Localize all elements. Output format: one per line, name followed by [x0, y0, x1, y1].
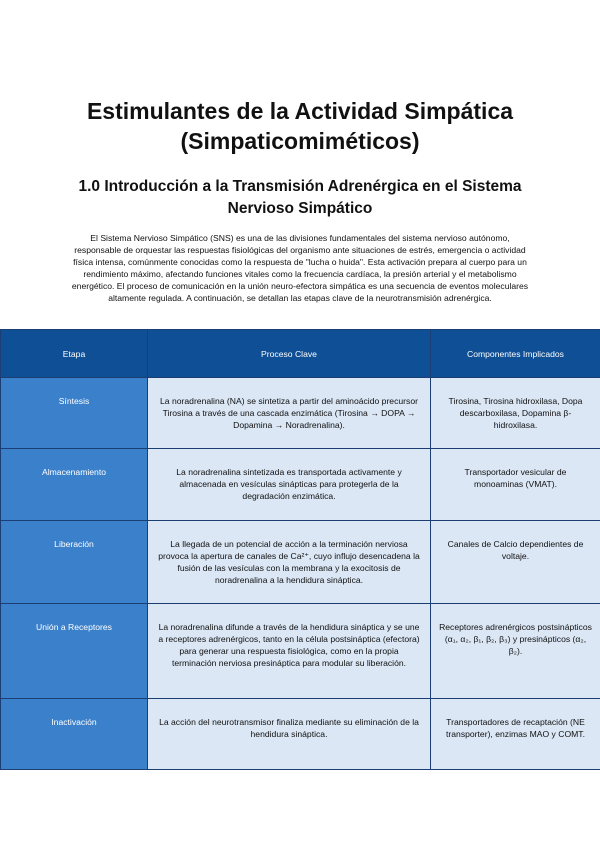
process-cell [148, 449, 431, 521]
intro-paragraph: El Sistema Nervioso Simpático (SNS) es una de las divisiones fundamentales del sistema nervioso autónomo, responsable de orquestar las respuestas fisiológicas del organismo ante situaciones de estrés, emergencia o actividad física intensa, comúnmente conocidas como la respuesta de "lucha o huida". Esta activación prepara al cuerpo para un rendimiento máximo, afectando funciones vitales como la frecuencia cardíaca, la presión arterial y el metabolismo energético. El proceso de comunicación en la unión neuro-efectora simpática es una secuencia de eventos moleculares altamente regulada. A continuación, se detallan las etapas clave de la neurotransmisión adrenérgica. [71, 233, 529, 303]
components-text: Transportadores de recaptación (NE transporter), enzimas MAO y COMT. [446, 717, 585, 739]
table-header-row [1, 330, 600, 378]
process-text: La noradrenalina difunde a través de la hendidura sináptica y se une a receptores adrenérgicos, tanto en la célula postsináptica (efectora) para generar una respuesta fisiológica, como en la propia terminación nerviosa presináptica para modular su liberación. [158, 622, 420, 668]
components-text: Receptores adrenérgicos postsinápticos (α₁, α₂, β₁, β₂, β₃) y presinápticos (α₂, β₂). [439, 622, 592, 656]
components-cell [431, 378, 600, 449]
table-row [1, 378, 600, 449]
stage-label: Liberación [54, 539, 94, 549]
components-cell [431, 521, 600, 604]
stage-label: Síntesis [58, 396, 90, 406]
components-text: Canales de Calcio dependientes de voltaje. [447, 539, 584, 561]
stage-cell [1, 378, 148, 449]
components-cell [431, 449, 600, 521]
components-text: Tirosina, Tirosina hidroxilasa, Dopa descarboxilasa, Dopamina β-hidroxilasa. [448, 396, 583, 430]
process-cell [148, 604, 431, 699]
process-cell [148, 378, 431, 449]
table-row [1, 521, 600, 604]
document-title: Estimulantes de la Actividad Simpática (Simpaticomiméticos) [86, 98, 514, 154]
stage-label: Almacenamiento [41, 467, 106, 477]
stage-cell [1, 699, 148, 770]
stage-cell [1, 604, 148, 699]
process-text: La noradrenalina sintetizada es transportada activamente y almacenada en vesículas sinápticas para protegerla de la degradación enzimática. [176, 467, 402, 501]
process-text: La noradrenalina (NA) se sintetiza a partir del aminoácido precursor Tirosina a través de una cascada enzimática (Tirosina → DOPA → Dopamina → Noradrenalina). [160, 396, 418, 430]
section-heading: 1.0 Introducción a la Transmisión Adrenérgica en el Sistema Nervioso Simpático [78, 178, 522, 217]
components-cell [431, 604, 600, 699]
stage-label: Inactivación [51, 717, 97, 727]
header-componentes: Componentes Implicados [431, 330, 600, 378]
process-text: La acción del neurotransmisor finaliza mediante su eliminación de la hendidura sináptica. [159, 717, 419, 739]
header-etapa: Etapa [1, 330, 148, 378]
process-cell [148, 521, 431, 604]
components-cell [431, 699, 600, 770]
table-row [1, 449, 600, 521]
stage-label: Unión a Receptores [36, 622, 112, 632]
components-text: Transportador vesicular de monoaminas (VMAT). [464, 467, 567, 489]
neurotransmission-table [0, 329, 600, 770]
stage-cell [1, 521, 148, 604]
stage-cell [1, 449, 148, 521]
table-row [1, 604, 600, 699]
table-row [1, 699, 600, 770]
process-text: La llegada de un potencial de acción a la terminación nerviosa provoca la apertura de canales de Ca²⁺, cuyo influjo desencadena la fusión de las vesículas con la membrana y la exocitosis de noradrenalina a la hendidura sináptica. [158, 539, 420, 585]
process-cell [148, 699, 431, 770]
header-proceso-clave: Proceso Clave [148, 330, 431, 378]
